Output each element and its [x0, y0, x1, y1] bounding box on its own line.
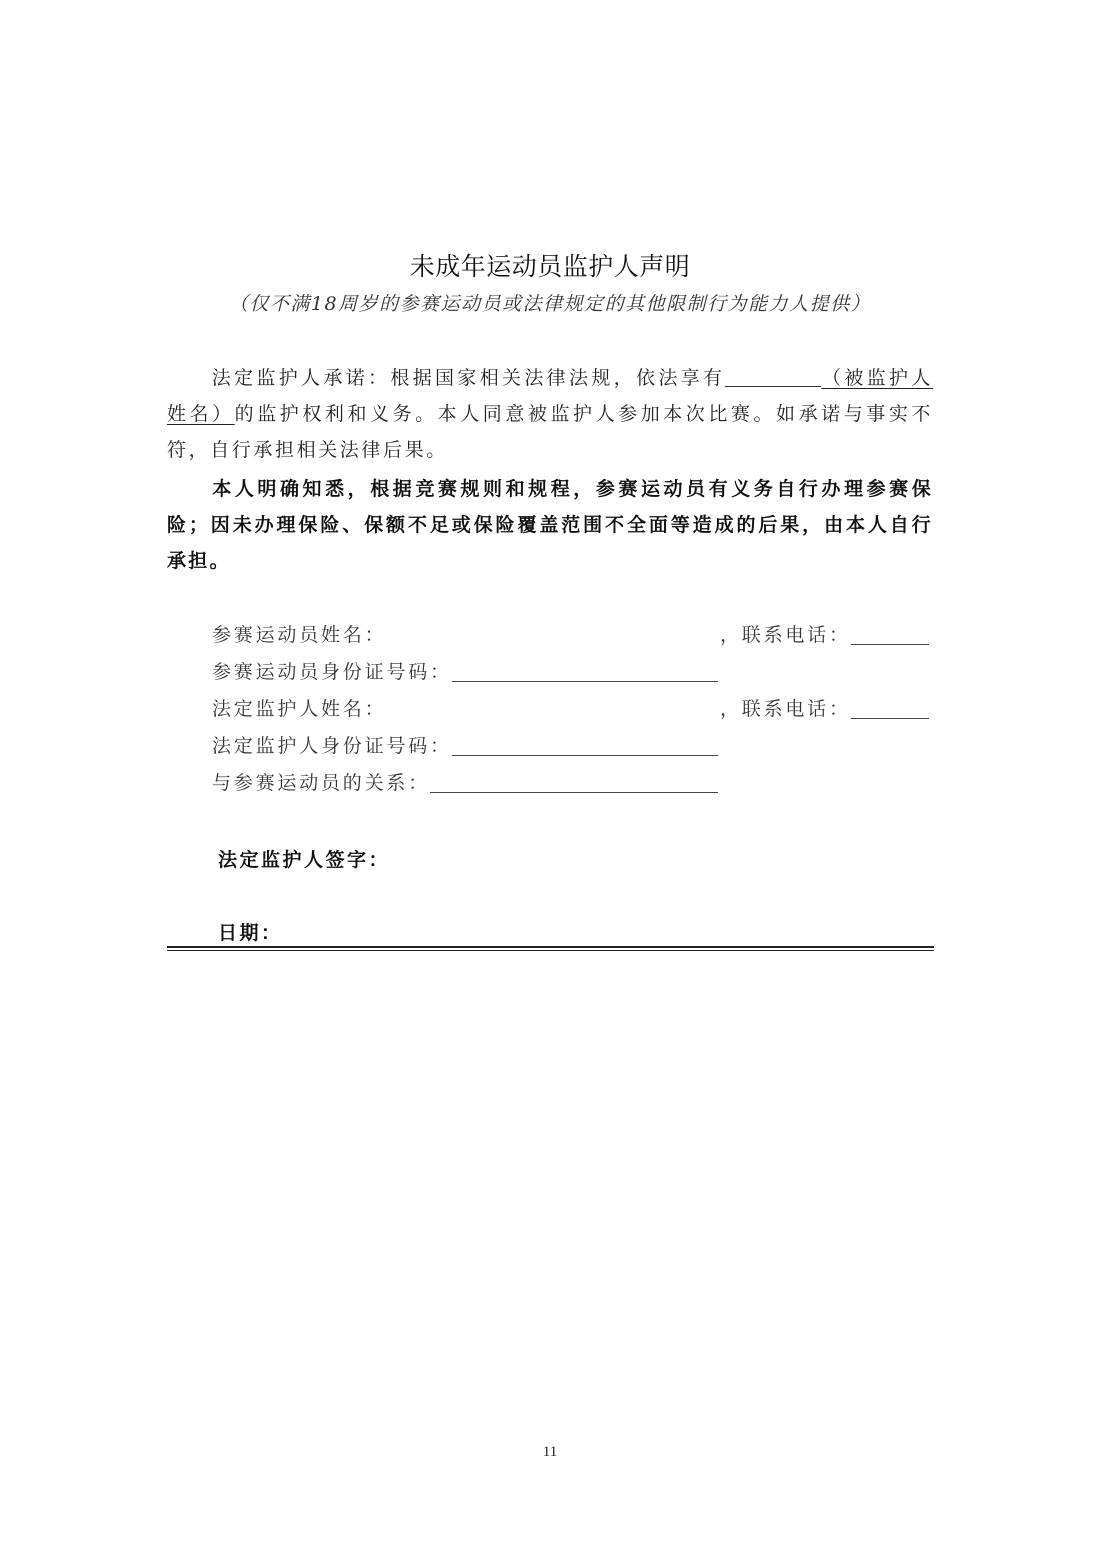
commitment-text-start: 法定监护人承诺：根据国家相关法律法规，依法享有	[211, 367, 726, 389]
guardian-id-label: 法定监护人身份证号码：	[212, 735, 452, 757]
document-subtitle: （仅不满18周岁的参赛运动员或法律规定的其他限制行为能力人提供）	[228, 293, 872, 315]
insurance-acknowledgement-paragraph	[167, 471, 933, 579]
relationship-blank[interactable]	[430, 770, 718, 793]
guardian-name-label: 法定监护人姓名：	[212, 698, 387, 720]
commitment-text-end: 的监护权利和义务。本人同意被监护人参加本次比赛。如承诺与事实不符，自行承担相关法律后果。	[167, 403, 933, 461]
athlete-phone-blank[interactable]	[851, 622, 929, 645]
double-rule-divider	[167, 946, 934, 951]
athlete-name-field	[212, 620, 386, 650]
guardian-id-blank[interactable]	[452, 733, 718, 756]
athlete-phone-label: ，联系电话：	[720, 624, 851, 646]
guardian-commitment-paragraph	[167, 360, 933, 468]
relationship-field	[212, 768, 718, 798]
athlete-id-field	[212, 657, 718, 687]
date-label: 日期：	[218, 922, 283, 944]
relationship-label: 与参赛运动员的关系：	[212, 772, 431, 794]
athlete-id-label: 参赛运动员身份证号码：	[212, 661, 452, 683]
guardian-phone-field	[720, 694, 929, 724]
guardian-phone-label: ，联系电话：	[720, 698, 851, 720]
page-number: 11	[542, 1444, 558, 1460]
athlete-phone-field	[720, 620, 929, 650]
ward-name-blank[interactable]	[725, 364, 821, 387]
guardian-name-field	[212, 694, 386, 724]
guardian-phone-blank[interactable]	[851, 696, 929, 719]
guardian-id-field	[212, 731, 718, 761]
document-title: 未成年运动员监护人声明	[409, 252, 691, 281]
guardian-signature-label: 法定监护人签字：	[218, 849, 391, 871]
athlete-name-label: 参赛运动员姓名：	[212, 624, 387, 646]
athlete-id-blank[interactable]	[452, 659, 718, 682]
insurance-text: 本人明确知悉，根据竞赛规则和规程，参赛运动员有义务自行办理参赛保险；因未办理保险、保额不足或保险覆盖范围不全面等造成的后果，由本人自行承担。	[167, 478, 933, 572]
ward-name-hint: （被监护人姓名）	[167, 367, 933, 425]
